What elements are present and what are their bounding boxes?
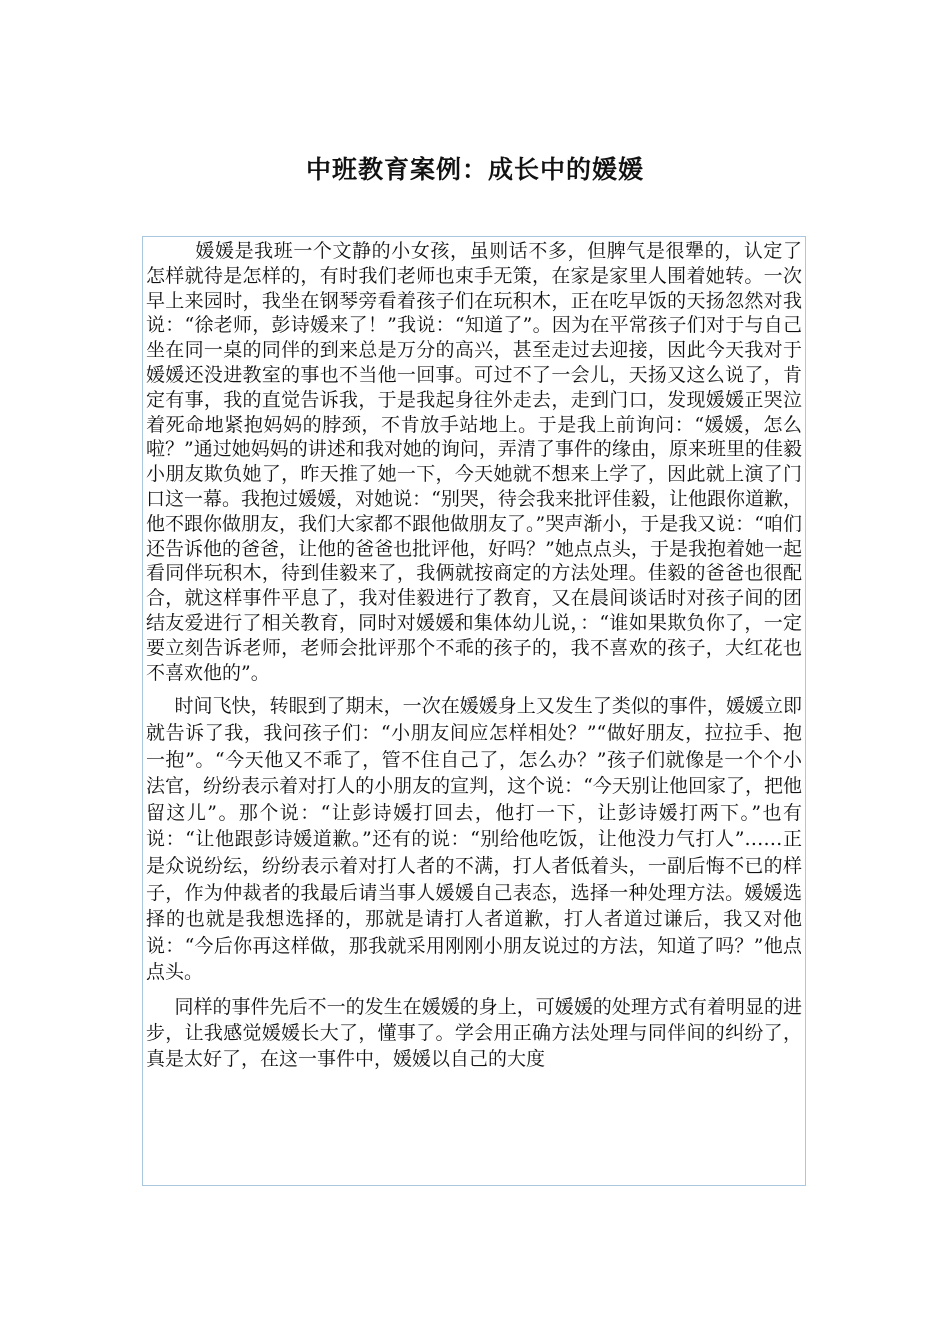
- paragraph-3: 同样的事件先后不一的发生在媛媛的身上，可媛媛的处理方式有着明显的进步，让我感觉媛媛长大了，懂事了。学会用正确方法处理与同伴间的纠纷了，真是太好了，在这一事件中，媛媛以自己的大度: [146, 995, 802, 1070]
- document-title: 中班教育案例：成长中的媛媛: [305, 155, 644, 184]
- paragraph-1: 媛媛是我班一个文静的小女孩，虽则话不多，但脾气是很犟的，认定了怎样就待是怎样的，有时我们老师也束手无策，在家是家里人围着她转。一次早上来园时，我坐在钢琴旁看着孩子们在玩积木，正在吃早饭的天扬忽然对我说：“徐老师，彭诗媛来了！”我说：“知道了”。因为在平常孩子们对于与自己坐在同一桌的同伴的到来总是万分的高兴，甚至走过去迎接，因此今天我对于媛媛还没进教室的事也不当他一回事。可过不了一会儿，天扬又这么说了，肯定有事，我的直觉告诉我，于是我起身往外走去，走到门口，发现媛媛正哭泣着死命地紧抱妈妈的脖颈，不肯放手站地上。于是我上前询问：“媛媛，怎么啦？”通过她妈妈的讲述和我对她的询问，弄清了事件的缘由，原来班里的佳毅小朋友欺负她了，昨天推了她一下，今天她就不想来上学了，因此就上演了门口这一幕。我抱过媛媛，对她说：“别哭，待会我来批评佳毅，让他跟你道歉，他不跟你做朋友，我们大家都不跟他做朋友了。”哭声渐小，于是我又说：“咱们还告诉他的爸爸，让他的爸爸也批评他，好吗？”她点点头，于是我抱着她一起看同伴玩积木，待到佳毅来了，我俩就按商定的方法处理。佳毅的爸爸也很配合，就这样事件平息了，我对佳毅进行了教育，又在晨间谈话时对孩子间的团结友爱进行了相关教育，同时对媛媛和集体幼儿说，：“谁如果欺负你了，一定要立刻告诉老师，老师会批评那个不乖的孩子的，我不喜欢的孩子，大红花也不喜欢他的”。: [146, 240, 802, 684]
- body-text-frame: [142, 236, 806, 1186]
- paragraph-2: 时间飞快，转眼到了期末，一次在媛媛身上又发生了类似的事件，媛媛立即就告诉了我，我问孩子们：“小朋友间应怎样相处？”“做好朋友，拉拉手、抱一抱”。“今天他又不乖了，管不住自己了，怎么办？”孩子们就像是一个个小法官，纷纷表示着对打人的小朋友的宣判，这个说：“今天别让他回家了，把他留这儿”。那个说：“让彭诗媛打回去，他打一下，让彭诗媛打两下。”也有说：“让他跟彭诗媛道歉。”还有的说：“别给他吃饭，让他没力气打人”……正是众说纷纭，纷纷表示着对打人者的不满，打人者低着头，一副后悔不已的样子，作为仲裁者的我最后请当事人媛媛自己表态，选择一种处理方法。媛媛选择的也就是我想选择的，那就是请打人者道歉，打人者道过谦后，我又对他说：“今后你再这样做，那我就采用刚刚小朋友说过的方法，知道了吗？”他点点头。: [146, 695, 802, 984]
